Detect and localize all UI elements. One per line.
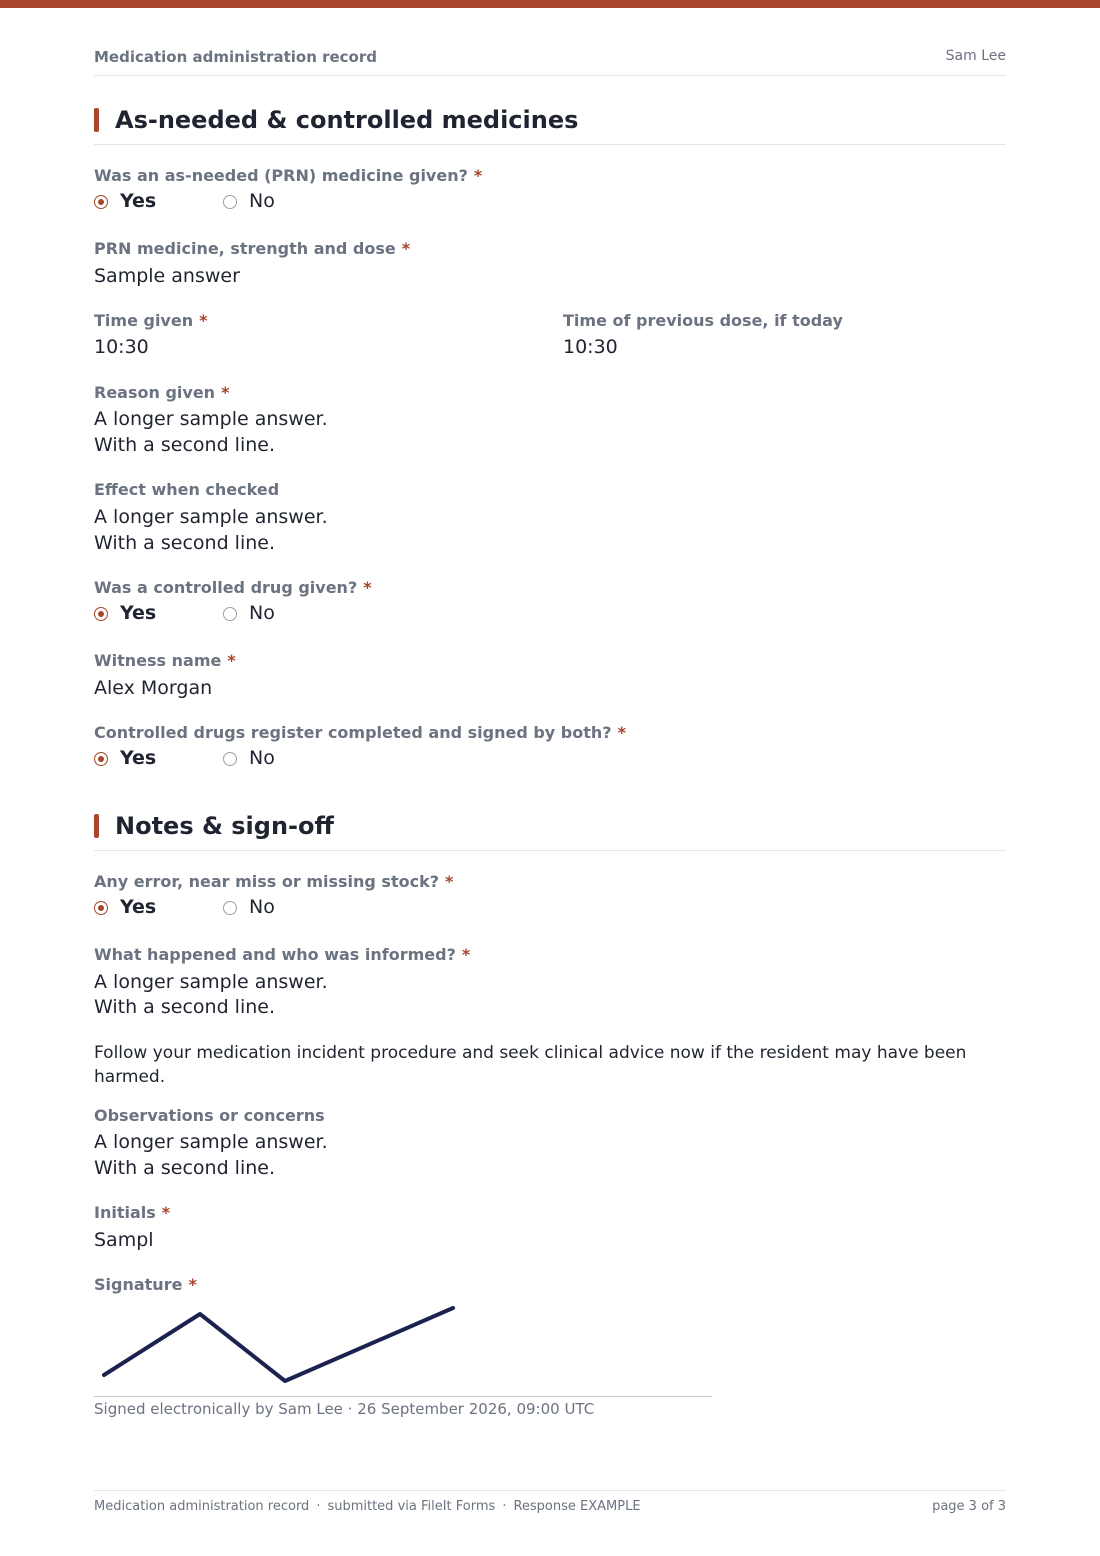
radio-selected-icon[interactable] xyxy=(94,752,108,766)
footer-left: Medication administration record · submitted via FileIt Forms · Response EXAMPLE xyxy=(94,1499,641,1514)
effect-checked-line-1: A longer sample answer. xyxy=(94,506,328,528)
what-happened-label: What happened and who was informed? * xyxy=(94,945,471,964)
header-form-title: Medication administration record xyxy=(94,48,378,66)
controlled-given-label: Was a controlled drug given? * xyxy=(94,578,372,597)
section-prn-heading xyxy=(94,108,1006,145)
section-title: Notes & sign-off xyxy=(115,812,334,840)
signature-drawing xyxy=(94,1298,712,1396)
required-marker: * xyxy=(473,166,483,185)
time-previous-label: Time of previous dose, if today xyxy=(563,311,843,330)
signature-stroke xyxy=(104,1308,453,1381)
effect-checked-label: Effect when checked xyxy=(94,480,280,499)
initials-value: Sampl xyxy=(94,1229,154,1251)
required-marker: * xyxy=(444,872,454,891)
reason-given-line-1: A longer sample answer. xyxy=(94,408,328,430)
required-marker: * xyxy=(363,578,372,597)
radio-unselected-icon[interactable] xyxy=(223,752,237,766)
time-given-label: Time given * xyxy=(94,311,208,330)
radio-unselected-icon[interactable] xyxy=(223,195,237,209)
what-happened-line-1: A longer sample answer. xyxy=(94,971,328,993)
required-marker: * xyxy=(401,239,411,258)
footer-response-ref: Response EXAMPLE xyxy=(513,1499,641,1514)
observations-label: Observations or concerns xyxy=(94,1106,325,1125)
radio-unselected-icon[interactable] xyxy=(223,607,237,621)
required-marker: * xyxy=(188,1275,197,1294)
section-notes-heading xyxy=(94,814,1006,851)
effect-checked-line-2: With a second line. xyxy=(94,532,275,554)
header-user-name: Sam Lee xyxy=(945,48,1006,64)
footer-page-number: page 3 of 3 xyxy=(932,1499,1006,1514)
prn-medicine-value: Sample answer xyxy=(94,265,240,287)
footer-submitted-via: submitted via FileIt Forms xyxy=(327,1499,496,1514)
radio-selected-icon[interactable] xyxy=(94,607,108,621)
observations-line-2: With a second line. xyxy=(94,1157,275,1179)
required-marker: * xyxy=(161,1203,171,1222)
reason-given-line-2: With a second line. xyxy=(94,434,275,456)
top-accent-bar xyxy=(0,0,1100,8)
required-marker: * xyxy=(617,723,626,742)
witness-name-label: Witness name * xyxy=(94,651,236,670)
required-marker: * xyxy=(227,651,236,670)
running-header xyxy=(94,48,1006,76)
prn-medicine-label: PRN medicine, strength and dose * xyxy=(94,239,411,258)
footer-form-title: Medication administration record xyxy=(94,1499,310,1514)
time-given-value: 10:30 xyxy=(94,336,149,358)
page-footer xyxy=(94,1490,1006,1521)
incident-procedure-note: Follow your medication incident procedure and seek clinical advice now if the resident may have been harmed. xyxy=(94,1043,967,1087)
required-marker: * xyxy=(221,383,230,402)
error-missing-label: Any error, near miss or missing stock? * xyxy=(94,872,454,891)
time-previous-value: 10:30 xyxy=(563,336,618,358)
section-accent-bar xyxy=(94,814,99,838)
observations-line-1: A longer sample answer. xyxy=(94,1131,328,1153)
register-signed-label: Controlled drugs register completed and signed by both? * xyxy=(94,723,626,742)
radio-unselected-icon[interactable] xyxy=(223,901,237,915)
witness-name-value: Alex Morgan xyxy=(94,677,213,699)
section-accent-bar xyxy=(94,108,99,132)
required-marker: * xyxy=(461,945,471,964)
radio-selected-icon[interactable] xyxy=(94,195,108,209)
initials-label: Initials * xyxy=(94,1203,171,1222)
reason-given-label: Reason given * xyxy=(94,383,230,402)
section-title: As-needed & controlled medicines xyxy=(115,106,579,134)
prn-given-label: Was an as-needed (PRN) medicine given? * xyxy=(94,166,483,185)
signature-caption: Signed electronically by Sam Lee · 26 September 2026, 09:00 UTC xyxy=(94,1400,595,1418)
signature-label: Signature * xyxy=(94,1275,197,1294)
required-marker: * xyxy=(199,311,208,330)
signature-pad xyxy=(94,1298,712,1397)
what-happened-line-2: With a second line. xyxy=(94,996,275,1018)
radio-selected-icon[interactable] xyxy=(94,901,108,915)
